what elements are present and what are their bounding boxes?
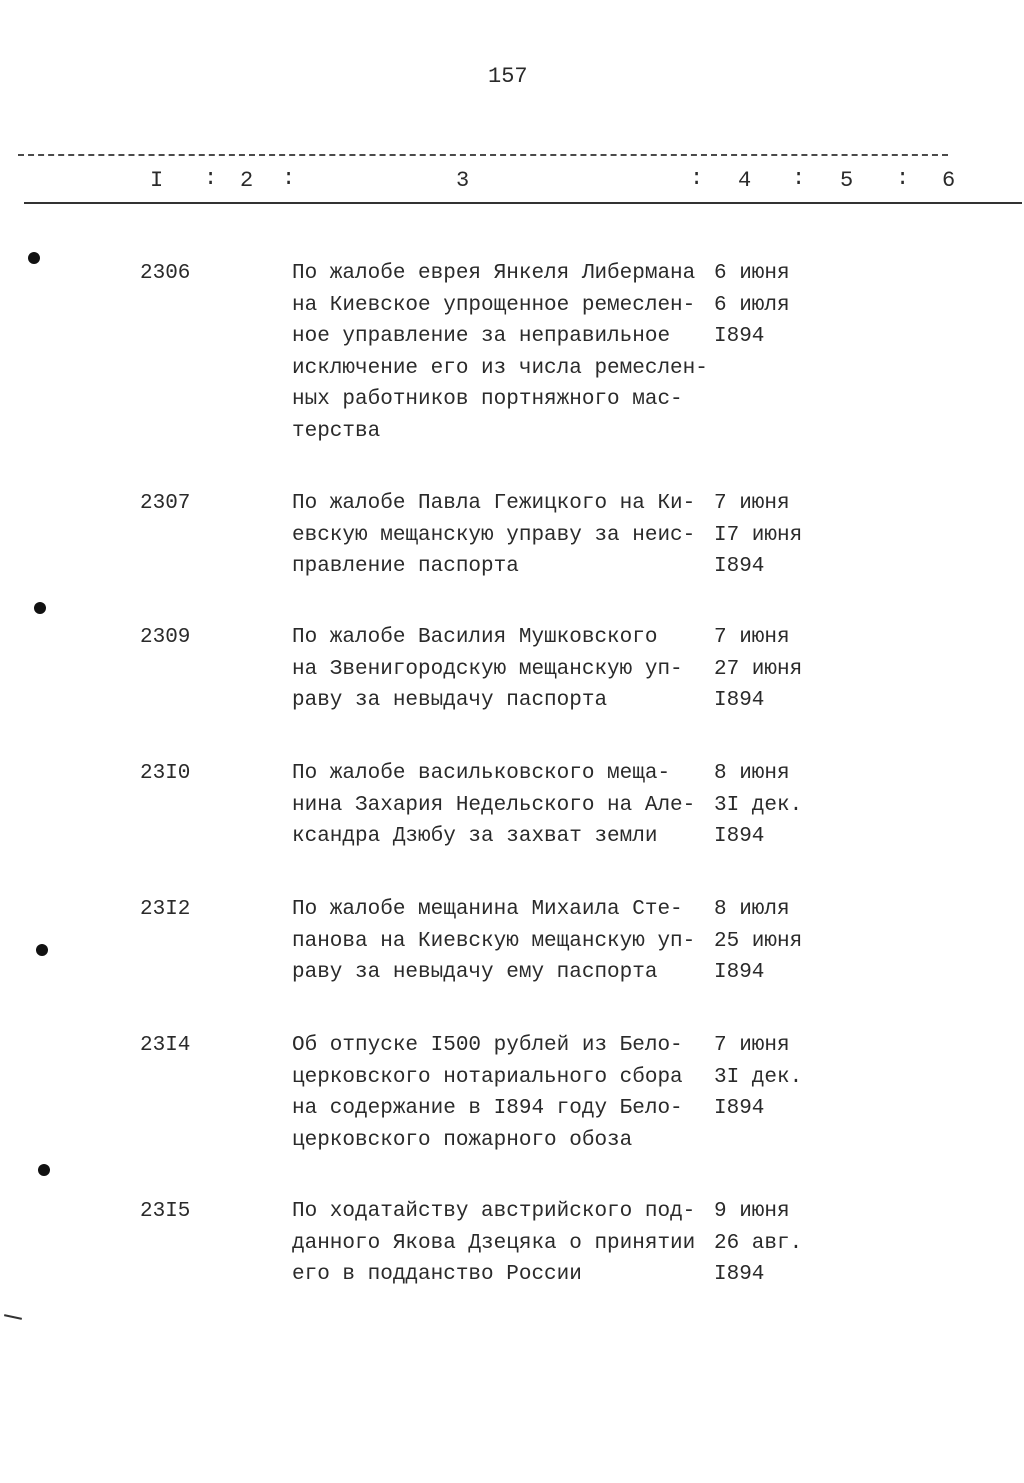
record-dates: 8 июня 3I дек. I894 — [714, 762, 803, 848]
record-dates: 8 июля 25 июня I894 — [714, 898, 803, 984]
column-separator: : — [690, 166, 704, 191]
column-header-1: I — [150, 168, 164, 193]
record-description: По жалобе Василия Мушковского на Звенигородскую мещанскую уп- раву за невыдачу паспорта — [292, 626, 683, 712]
header-rule — [24, 202, 1022, 204]
record-number: 23I5 — [140, 1200, 191, 1223]
record-dates: 6 июня 6 июля I894 — [714, 262, 790, 348]
page-number: 157 — [488, 64, 528, 89]
record-description: Об отпуске I500 рублей из Бело- церковского нотариального сбора на содержание в I894 году Бело- церковского пожарного обоза — [292, 1034, 683, 1152]
record-number: 2309 — [140, 626, 191, 649]
record-dates: 7 июня 27 июня I894 — [714, 626, 803, 712]
record-description: По жалобе мещанина Михаила Сте- панова на Киевскую мещанскую уп- раву за невыдачу ему паспорта — [292, 898, 696, 984]
punch-hole — [38, 1164, 50, 1176]
column-header-3: 3 — [456, 168, 470, 193]
column-header-4: 4 — [738, 168, 752, 193]
record-number: 23I0 — [140, 762, 191, 785]
column-header-6: 6 — [942, 168, 956, 193]
column-separator: : — [204, 166, 218, 191]
punch-hole — [34, 602, 46, 614]
punch-hole — [36, 944, 48, 956]
top-rule — [18, 154, 948, 156]
record-description: По жалобе васильковского меща- нина Захария Недельского на Але- ксандра Дзюбу за захват земли — [292, 762, 696, 848]
record-dates: 7 июня 3I дек. I894 — [714, 1034, 803, 1120]
record-number: 23I2 — [140, 898, 191, 921]
record-description: По жалобе еврея Янкеля Либермана на Киевское упрощенное ремеслен- ное управление за неправильное исключение его из числа ремеслен- ных работников портняжного мас- терства — [292, 262, 708, 443]
record-description: По жалобе Павла Гежицкого на Ки- евскую мещанскую управу за неис- правление паспорта — [292, 492, 696, 578]
record-number: 23I4 — [140, 1034, 191, 1057]
column-header-2: 2 — [240, 168, 254, 193]
margin-mark — [4, 1314, 22, 1320]
column-separator: : — [792, 166, 806, 191]
column-separator: : — [896, 166, 910, 191]
punch-hole — [28, 252, 40, 264]
record-description: По ходатайству австрийского под- данного Якова Дзецяка о принятии его в подданство России — [292, 1200, 696, 1286]
record-dates: 9 июня 26 авг. I894 — [714, 1200, 803, 1286]
column-header-5: 5 — [840, 168, 854, 193]
record-number: 2307 — [140, 492, 191, 515]
record-dates: 7 июня I7 июня I894 — [714, 492, 803, 578]
record-number: 2306 — [140, 262, 191, 285]
column-separator: : — [282, 166, 296, 191]
